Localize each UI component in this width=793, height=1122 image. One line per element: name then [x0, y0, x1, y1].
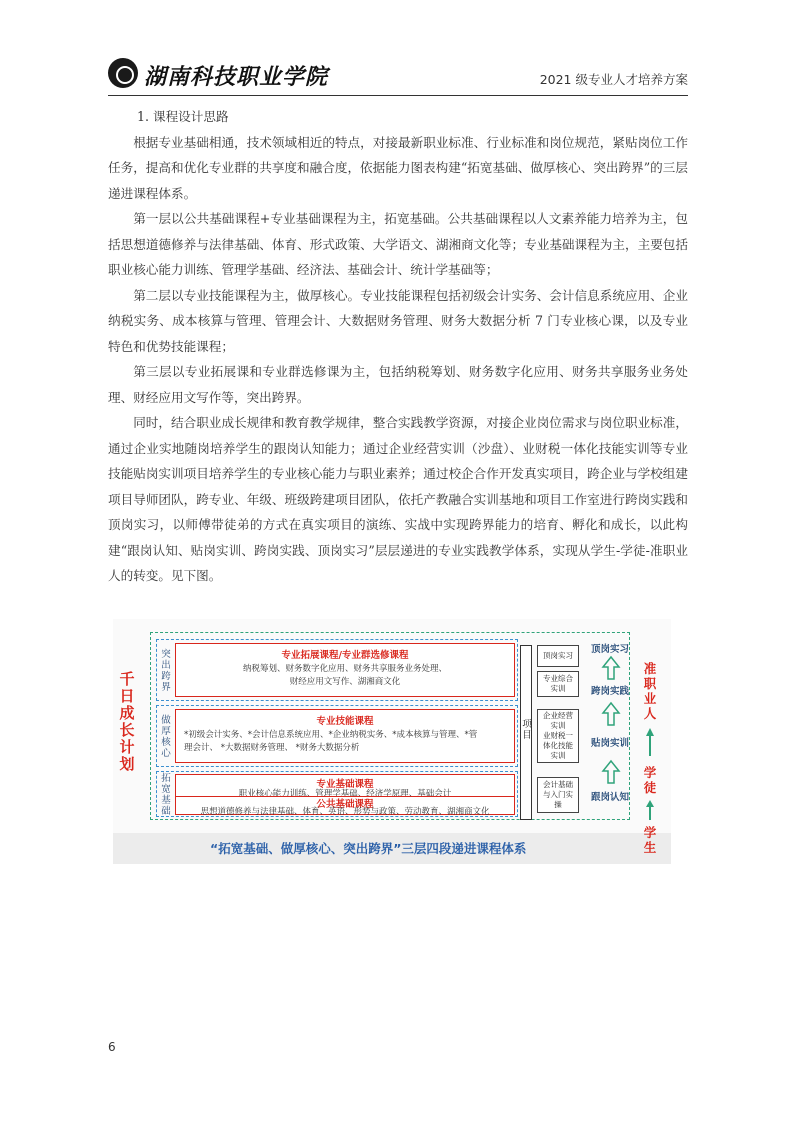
box-title: 公共基础课程 — [316, 799, 374, 810]
stage-role: 准职业人 — [643, 661, 657, 721]
stage-role: 学生 — [643, 825, 657, 855]
box-title: 专业基础课程 — [316, 779, 374, 790]
up-arrow-icon — [601, 701, 621, 727]
training-box — [537, 671, 579, 697]
training-line: 业财税一 — [543, 731, 573, 740]
training-line: 实训 — [550, 684, 566, 693]
skill-courses-box — [175, 709, 515, 763]
green-arrow-icon — [645, 727, 655, 757]
stage-label: 顶岗实习 — [591, 644, 630, 655]
stage-label: 贴岗实训 — [591, 738, 630, 749]
training-box — [537, 709, 579, 763]
paragraph: 同时，结合职业成长规律和教育教学规律，整合实践教学资源，对接企业岗位需求与岗位职业标准，通过企业实地随岗培养学生的跟岗认知能力；通过企业经营实训（沙盘）、业财税一体化技能实训等专业技能贴岗实训项目培养学生的专业核心能力与职业素养；通过校企合作开发真实项目，跨企业与学校组建项目导师团队，跨专业、年级、班级跨建项目团队，依托产教融合实训基地和项目工作室进行跨岗实践和顶岗实习，以师傅带徒弟的方式在真实项目的演练、实战中实现跨界能力的培育、孵化和成长，以此构建“跟岗认知、贴岗实训、跨岗实践、顶岗实习”层层递进的专业实践教学体系，实现从学生-学徒-准职业人的转变。见下图。 — [108, 415, 688, 583]
training-box — [537, 645, 579, 667]
paragraph: 第二层以专业技能课程为主，做厚核心。专业技能课程包括初级会计实务、会计信息系统应用、企业纳税实务、成本核算与管理、管理会计、大数据财务管理、财务大数据分析 7 门专业核心课，以及专业特色和优势技能课程； — [108, 287, 688, 354]
box-line: 纳税筹划、财务数字化应用、财务共享服务业务处理、 — [242, 664, 447, 674]
body-text — [108, 104, 688, 589]
box-line: 财经应用文写作、湖湘商文化 — [289, 677, 401, 687]
page-number: 6 — [108, 1040, 116, 1054]
training-line: 实训 — [550, 721, 566, 730]
paragraph: 第三层以专业拓展课和专业群选修课为主，包括纳税筹划、财务数字化应用、财务共享服务业务处理、财经应用文写作等，突出跨界。 — [108, 364, 688, 405]
stage-role: 学徒 — [643, 765, 657, 795]
up-arrow-icon — [601, 655, 621, 681]
box-title: 专业技能课程 — [316, 716, 374, 727]
page-header — [108, 52, 688, 96]
stage-label: 跟岗认知 — [591, 792, 630, 803]
paragraph: 根据专业基础相通，技术领域相近的特点，对接最新职业标准、行业标准和岗位规范，紧贴岗位工作任务，提高和优化专业群的共享度和融合度，依据能力图表构建“拓宽基础、做厚核心、突出跨界”的三层递进课程体系。 — [108, 134, 688, 201]
training-line: 企业经营 — [543, 711, 573, 720]
training-line: 专业综合 — [543, 674, 573, 683]
section-title: 1. 课程设计思路 — [136, 109, 229, 124]
training-line: 体化技能 — [543, 741, 573, 750]
extension-courses-box — [175, 643, 515, 697]
training-box — [537, 777, 579, 813]
tier-label: 突出跨界 — [161, 649, 171, 693]
stage-label: 跨岗实践 — [591, 686, 630, 697]
figure-caption: “拓宽基础、做厚核心、突出跨界”三层四段递进课程体系 — [210, 841, 527, 856]
training-line: 与入门实 — [543, 790, 573, 799]
box-line: *初级会计实务、*会计信息系统应用、*企业纳税实务、*成本核算与管理、*管 — [184, 730, 478, 740]
left-title-text: 千日成长计划 — [119, 670, 135, 773]
green-arrow-icon — [645, 799, 655, 821]
school-logo-text: 湖南科技职业学院 — [144, 64, 329, 90]
school-emblem-icon — [108, 58, 138, 88]
box-line: 职业核心能力训练、管理学基础、经济学原理、基础会计 — [238, 789, 452, 799]
up-arrow-icon — [601, 759, 621, 785]
training-line: 顶岗实习 — [543, 651, 573, 660]
document-title: 2021 级专业人才培养方案 — [539, 72, 688, 87]
tier-label: 做厚核心 — [161, 715, 171, 759]
training-line: 实训 — [550, 751, 566, 760]
box-line: 理会计、 *大数据财务管理、 *财务大数据分析 — [184, 743, 360, 753]
tier-label: 拓宽基础 — [161, 773, 171, 817]
training-line: 会计基础 — [543, 780, 573, 789]
project-label: 项目 — [522, 719, 532, 741]
diagram-left-title — [117, 671, 137, 773]
foundation-courses-box — [175, 774, 515, 815]
curriculum-diagram — [113, 619, 671, 864]
training-line: 操 — [554, 800, 562, 809]
box-title: 专业拓展课程/专业群选修课程 — [281, 650, 409, 661]
box-line: 思想道德修养与法律基础、体育、英语、形势与政策、劳动教育、湖湘商文化 — [200, 807, 490, 817]
paragraph: 第一层以公共基础课程+专业基础课程为主，拓宽基础。公共基础课程以人文素养能力培养为主，包括思想道德修养与法律基础、体育、形式政策、大学语文、湖湘商文化等；专业基础课程为主，主要包括职业核心能力训练、管理学基础、经济法、基础会计、统计学基础等； — [108, 211, 688, 277]
